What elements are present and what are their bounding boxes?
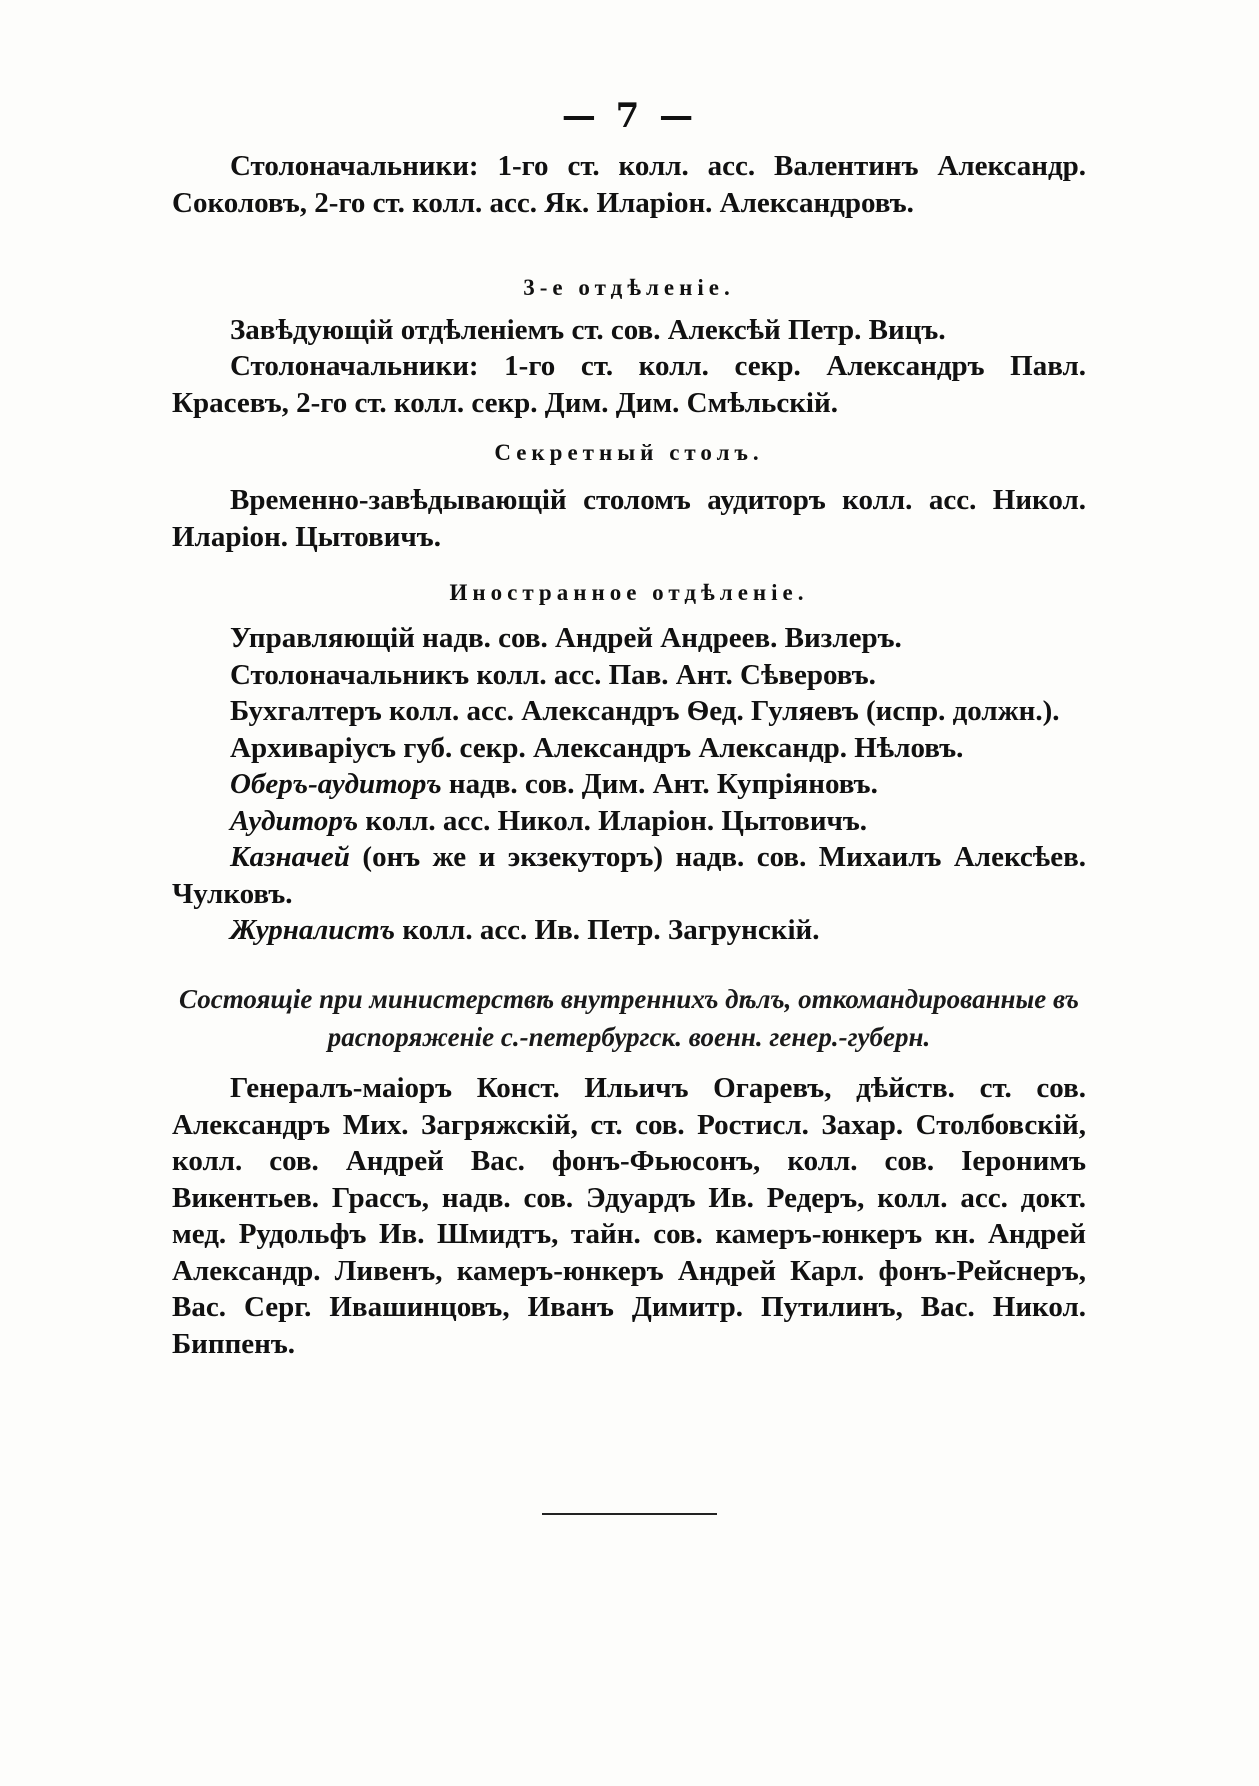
paragraph-secret-desk: Временно-завѣдывающій столомъ аудиторъ колл. асс. Никол. Иларіон. Цытовичъ.	[172, 484, 1086, 553]
paragraph-foreign-clerk: Столоначальникъ колл. асс. Пав. Ант. Сѣверовъ.	[230, 658, 876, 691]
text-treasurer: (онъ же и экзекуторъ) надв. сов. Михаилъ Алексѣев. Чулковъ.	[172, 841, 1086, 910]
paragraph-department-clerks: Столоначальники: 1-го ст. колл. асс. Валентинъ Александр. Соколовъ, 2-го ст. колл. асс. Як. Иларіон. Александровъ.	[172, 150, 1086, 219]
heading-3rd-department: 3-е отдѣленіе.	[523, 275, 735, 300]
paragraph-attached-officials: Генералъ-маіоръ Конст. Ильичъ Огаревъ, дѣйств. ст. сов. Александръ Мих. Загряжскій, ст. сов. Ростисл. Захар. Столбовскій, колл. сов. Андрей Вас. фонъ-Фьюсонъ, колл. сов. Іеронимъ Викентьев. Грассъ, надв. сов. Эдуардъ Ив. Редеръ, колл. асс. докт. мед. Рудольфъ Ив. Шмидтъ, тайн. сов. камеръ-юнкеръ кн. Андрей Александр. Ливенъ, камеръ-юнкеръ Андрей Карл. фонъ-Рейснеръ, Вас. Серг. Ивашинцовъ, Иванъ Димитр. Путилинъ, Вас. Никол. Биппенъ.	[172, 1072, 1086, 1360]
title-chief-auditor: Оберъ-аудиторъ	[230, 768, 442, 800]
text-journalist: колл. асс. Ив. Петр. Загрунскій.	[395, 914, 820, 946]
paragraph-foreign-manager: Управляющій надв. сов. Андрей Андреев. Визлеръ.	[230, 622, 902, 654]
foreign-department-list	[172, 620, 1086, 949]
title-journalist: Журналистъ	[230, 914, 396, 946]
paragraph-auditor	[172, 803, 1086, 840]
heading-secret-desk: Секретный столъ.	[494, 440, 764, 465]
paragraph-3rd-head: Завѣдующій отдѣленіемъ ст. сов. Алексѣй Петр. Вицъ.	[230, 314, 946, 346]
text-chief-auditor: надв. сов. Дим. Ант. Купріяновъ.	[441, 768, 878, 800]
end-rule-divider	[542, 1513, 717, 1515]
paragraph-foreign-archivist: Архиваріусъ губ. секр. Александръ Александр. Нѣловъ.	[230, 731, 964, 764]
paragraph-3rd-clerks: Столоначальники: 1-го ст. колл. секр. Александръ Павл. Красевъ, 2-го ст. колл. секр. Дим. Дим. Смѣльскій.	[172, 350, 1086, 419]
title-treasurer: Казначей	[230, 841, 350, 873]
text-auditor: колл. асс. Никол. Иларіон. Цытовичъ.	[358, 804, 868, 837]
heading-foreign-department: Иностранное отдѣленіе.	[449, 580, 809, 605]
heading-attached-officials: Состоящіе при министерствѣ внутреннихъ дѣлъ, откомандированные въ распоряженіе с.-петербургск. военн. генер.-губерн.	[179, 984, 1079, 1052]
title-auditor: Аудиторъ	[230, 804, 359, 837]
paragraph-foreign-accountant: Бухгалтеръ колл. асс. Александръ Ѳед. Гуляевъ (испр. должн.).	[230, 695, 1060, 727]
paragraph-chief-auditor	[172, 766, 1086, 803]
paragraph-treasurer	[172, 839, 1086, 912]
paragraph-journalist	[172, 912, 1086, 949]
page-number: — 7 —	[561, 96, 698, 136]
